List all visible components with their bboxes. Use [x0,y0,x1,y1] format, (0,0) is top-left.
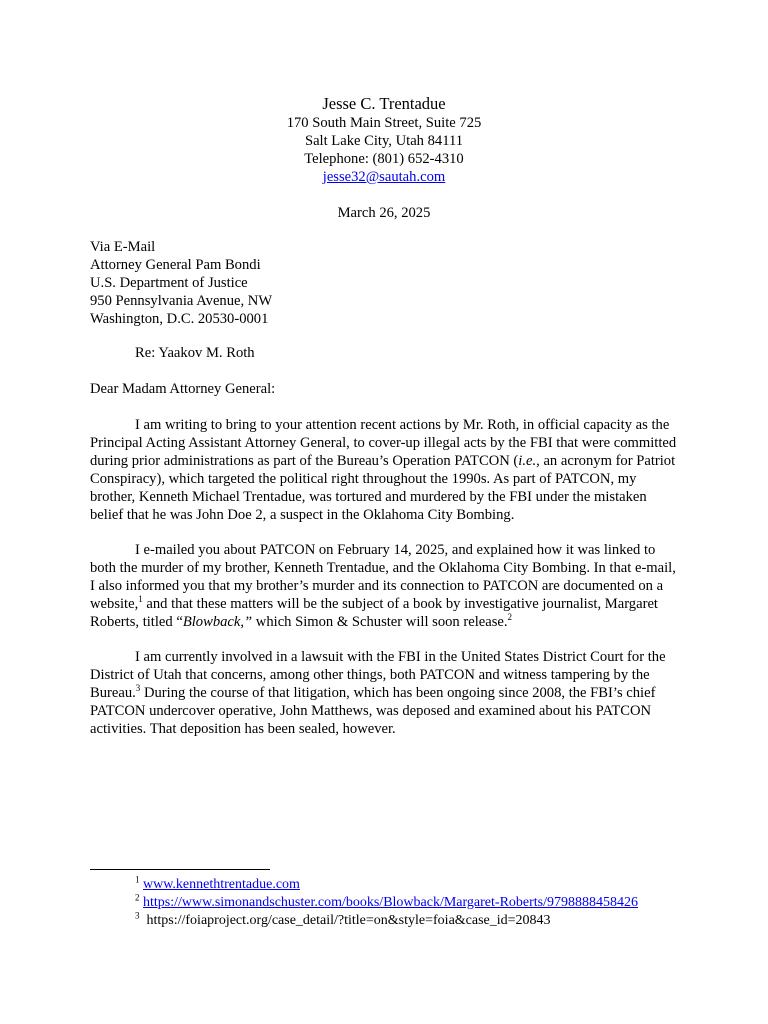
footnote-2-number: 2 [135,892,140,903]
footnote-1-link[interactable]: www.kennethtrentadue.com [143,877,300,892]
sender-email-link[interactable]: jesse32@sautah.com [322,169,446,185]
p2-text-c: which Simon & Schuster will soon release. [252,614,508,630]
footnotes [135,876,638,930]
footnote-2-link[interactable]: https://www.simonandschuster.com/books/Blowback/Margaret-Roberts/9798888458426 [143,895,639,910]
paragraph-2 [90,541,680,631]
delivery-method: Via E-Mail [90,239,156,255]
footnote-separator [90,869,270,870]
p2-text-a: I e-mailed you about PATCON on February 14, 2025, and explained how it was linked to both the murder of my brother, Kenneth Trentadue, and the Oklahoma City Bombing. In that e-mail, I also informed you that my brother’s murder and its connection to PATCON are documented on a website, [90,542,676,612]
book-title: Blowback,” [182,614,253,630]
letterhead [0,94,768,186]
sender-address-line1: 170 South Main Street, Suite 725 [286,115,482,131]
recipient-city: Washington, D.C. 20530-0001 [90,311,269,327]
p2-text-b: and that these matters will be the subject of a book by investigative journalist, Margaret Roberts, titled “ [90,596,658,630]
recipient-street: 950 Pennsylvania Avenue, NW [90,293,273,309]
p1-ie: i.e. [518,453,537,469]
sender-name: Jesse C. Trentadue [322,94,446,113]
footnote-2 [135,894,638,912]
recipient-name: Attorney General Pam Bondi [90,257,261,273]
footnote-3-text: https://foiaproject.org/case_detail/?title=on&style=foia&case_id=20843 [146,913,551,928]
recipient-org: U.S. Department of Justice [90,275,248,291]
recipient-block [90,238,272,328]
footnote-ref-1[interactable]: 1 [138,594,143,605]
p3-text-a: I am currently involved in a lawsuit with the FBI in the United States District Court for the District of Utah that concerns, among other things, both PATCON and witness tampering by the Bureau. [90,649,666,701]
re-line: Re: Yaakov M. Roth [135,345,255,361]
footnote-1 [135,876,638,894]
letter-date: March 26, 2025 [337,205,431,221]
footnote-3-number: 3 [135,910,140,921]
footnote-ref-2[interactable]: 2 [507,612,513,623]
footnote-3 [135,912,638,930]
salutation: Dear Madam Attorney General: [90,381,276,397]
footnote-1-number: 1 [135,874,140,885]
sender-address-line2: Salt Lake City, Utah 84111 [304,133,464,149]
p1-text-a: I am writing to bring to your attention recent actions by Mr. Roth, in official capacity as the Principal Acting Assistant Attorney General, to cover-up illegal acts by the FBI that were committed during prior administrations as part of the Bureau’s Operation PATCON ( [90,417,677,469]
paragraph-3 [90,648,680,738]
sender-phone: Telephone: (801) 652-4310 [304,151,464,167]
p3-text-b: During the course of that litigation, which has been ongoing since 2008, the FBI’s chief PATCON undercover operative, John Matthews, was deposed and examined about his PATCON activities. That deposition has been sealed, however. [90,685,656,737]
p1-text-b: , an acronym for Patriot Conspiracy), which targeted the political right throughout the 1990s. As part of PATCON, my brother, Kenneth Michael Trentadue, was tortured and murdered by the FBI under the mistaken belief that he was John Doe 2, a suspect in the Oklahoma City Bombing. [90,453,676,523]
paragraph-1 [90,416,680,524]
footnote-ref-3[interactable]: 3 [135,683,141,694]
